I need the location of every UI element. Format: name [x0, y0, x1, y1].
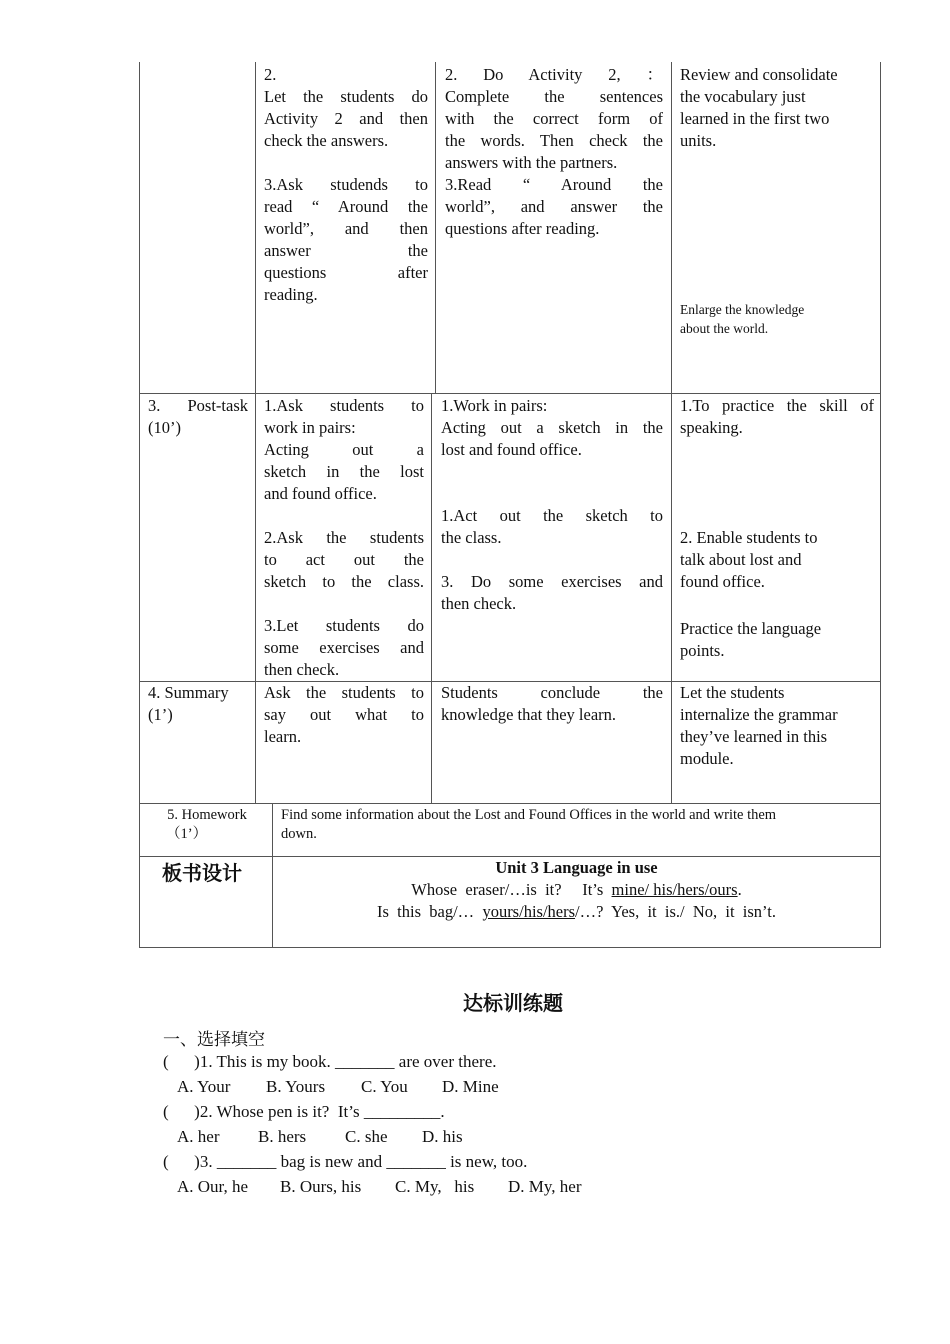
summary-purpose-cell	[680, 682, 876, 770]
post-teacher-line: and found office.	[264, 484, 377, 503]
while-student-line: world”, and answer the	[445, 197, 663, 216]
while-student-line: 3.Read “ Around the	[445, 175, 663, 194]
post-teacher-line: 3.Let students do	[264, 616, 424, 635]
board-line-2-text: Is this bag/…	[377, 902, 483, 921]
post-teacher-line: 2.Ask the students	[264, 528, 424, 547]
summary-teacher-line: Ask the students to	[264, 683, 424, 702]
while-purpose-line: the vocabulary just	[680, 87, 806, 106]
summary-purpose-line: internalize the grammar	[680, 705, 838, 724]
while-purpose-line: Review and consolidate	[680, 65, 838, 84]
board-line-2-underlined: yours/his/hers	[482, 902, 576, 921]
question-3-options	[177, 1174, 582, 1199]
while-teacher-line: Activity 2 and then	[264, 109, 428, 128]
row-divider-3	[139, 803, 881, 804]
post-teacher-line: sketch in the lost	[264, 462, 424, 481]
board-line-1-underlined: mine/ his/hers/ours	[611, 880, 738, 899]
option: A. her	[177, 1127, 220, 1146]
while-student-line: questions after reading.	[445, 219, 600, 238]
option: C. You	[361, 1077, 408, 1096]
post-student-line: 3. Do some exercises and	[441, 572, 663, 591]
post-student-line: 1.Work in pairs:	[441, 396, 548, 415]
while-teacher-item2-num: 2.	[264, 65, 277, 84]
summary-purpose-line: Let the students	[680, 683, 785, 702]
post-purpose-line: 2. Enable students to	[680, 528, 818, 547]
homework-text-line: down.	[281, 826, 317, 842]
while-teacher-line: Let the students do	[264, 87, 428, 106]
summary-teacher-line: learn.	[264, 727, 302, 746]
post-teacher-line: work in pairs:	[264, 418, 356, 437]
post-purpose-line: found office.	[680, 572, 765, 591]
question-2: ( )2. Whose pen is it? It’s _________.	[163, 1102, 445, 1121]
post-teacher-line: then check.	[264, 660, 340, 679]
option: A. Our, he	[177, 1177, 249, 1196]
board-title: Unit 3 Language in use	[495, 858, 658, 877]
option: B. Yours	[266, 1077, 326, 1096]
summary-student-line: knowledge that they learn.	[441, 705, 617, 724]
option: C. she	[345, 1127, 388, 1146]
homework-text-line: Find some information about the Lost and Found Offices in the world and write them	[281, 807, 777, 823]
post-purpose-line: points.	[680, 641, 725, 660]
while-purpose-line: Enlarge the knowledge	[680, 302, 805, 317]
summary-student-line: Students conclude the	[441, 683, 663, 702]
while-teacher-line: questions after	[264, 263, 428, 282]
while-teacher-line: answer the	[264, 241, 428, 260]
post-step-time: (10’)	[148, 418, 181, 437]
while-student-cell	[445, 64, 663, 240]
post-student-line: then check.	[441, 594, 517, 613]
post-student-line: the class.	[441, 528, 502, 547]
post-student-line: 1.Act out the sketch to	[441, 506, 663, 525]
while-teacher-cell	[264, 64, 428, 306]
option: B. Ours, his	[280, 1177, 362, 1196]
option: D. Mine	[442, 1077, 499, 1096]
option: B. hers	[258, 1127, 307, 1146]
while-student-line: Complete the sentences	[445, 87, 663, 106]
post-purpose-line: speaking.	[680, 418, 743, 437]
option: C. My, his	[395, 1177, 475, 1196]
while-teacher-line: world”, and then	[264, 219, 428, 238]
homework-text-cell	[281, 806, 875, 844]
summary-step-time: (1’)	[148, 705, 173, 724]
col-divider-2b	[431, 393, 432, 803]
question-1-options	[177, 1074, 499, 1099]
board-design-content	[273, 857, 880, 923]
board-line-2-end: /…? Yes, it is./ No, it isn’t.	[575, 902, 776, 921]
col-divider-1	[255, 62, 256, 803]
while-purpose-extra	[680, 300, 876, 338]
homework-step-time: （1’）	[166, 826, 208, 842]
post-teacher-line: 1.Ask students to	[264, 396, 424, 415]
question-3: ( )3. _______ bag is new and _______ is new, too.	[163, 1152, 528, 1171]
table-border-left	[139, 62, 140, 948]
post-purpose-cell	[680, 395, 874, 439]
post-student-line: lost and found office.	[441, 440, 582, 459]
while-teacher-line: reading.	[264, 285, 318, 304]
board-line-1	[273, 879, 880, 901]
post-teacher-line: some exercises and	[264, 638, 424, 657]
row-divider-1	[139, 393, 881, 394]
table-border-right	[880, 62, 881, 948]
summary-step-label: 4. Summary	[148, 683, 229, 702]
post-teacher-line: to act out the	[264, 550, 424, 569]
option: D. his	[422, 1127, 463, 1146]
summary-teacher-cell	[264, 682, 424, 748]
while-purpose-line: learned in the first two	[680, 109, 830, 128]
post-purpose-cell-b	[680, 527, 874, 593]
summary-student-cell	[441, 682, 663, 726]
exercise-title: 达标训练题	[463, 991, 563, 1015]
summary-purpose-line: they’ve learned in this	[680, 727, 828, 746]
table-border-bottom	[139, 947, 881, 948]
while-teacher-line: read “ Around the	[264, 197, 428, 216]
post-teacher-line: Acting out a	[264, 440, 424, 459]
post-purpose-line: 1.To practice the skill of	[680, 396, 874, 415]
col-divider-3	[671, 62, 672, 803]
board-line-2	[273, 901, 880, 923]
question-2-options	[177, 1124, 463, 1149]
board-line-1-end: .	[737, 880, 742, 899]
while-teacher-line: check the answers.	[264, 131, 389, 150]
summary-step-cell	[148, 682, 248, 726]
board-design-label: 板书设计	[162, 861, 242, 885]
while-student-line: with the correct form of	[445, 109, 663, 128]
homework-step-cell	[146, 806, 268, 844]
post-purpose-line: talk about lost and	[680, 550, 802, 569]
board-line-1-text: Whose eraser/…is it? It’s	[411, 880, 612, 899]
question-1: ( )1. This is my book. _______ are over there.	[163, 1052, 497, 1071]
while-purpose-cell	[680, 64, 876, 152]
while-teacher-line: 3.Ask studends to	[264, 175, 428, 194]
post-teacher-line: sketch to the class.	[264, 572, 424, 591]
summary-purpose-line: module.	[680, 749, 734, 768]
post-step-label: 3. Post-task	[148, 396, 248, 415]
post-purpose-cell-c	[680, 618, 874, 662]
post-teacher-cell	[264, 395, 424, 681]
homework-step-label: 5. Homework	[167, 807, 247, 823]
post-student-cell	[441, 395, 663, 615]
option: D. My, her	[508, 1177, 582, 1196]
col-divider-2a	[435, 62, 436, 393]
while-purpose-line: units.	[680, 131, 717, 150]
post-purpose-line: Practice the language	[680, 619, 822, 638]
exercise-section-heading: 一、选择填空	[163, 1030, 265, 1050]
while-student-line: answers with the partners.	[445, 153, 618, 172]
post-step-cell	[148, 395, 248, 439]
while-purpose-line: about the world.	[680, 321, 769, 336]
summary-teacher-line: say out what to	[264, 705, 424, 724]
while-student-line: the words. Then check the	[445, 131, 663, 150]
while-student-line: 2. Do Activity 2, ：	[445, 65, 663, 84]
post-student-line: Acting out a sketch in the	[441, 418, 663, 437]
option: A. Your	[177, 1077, 231, 1096]
